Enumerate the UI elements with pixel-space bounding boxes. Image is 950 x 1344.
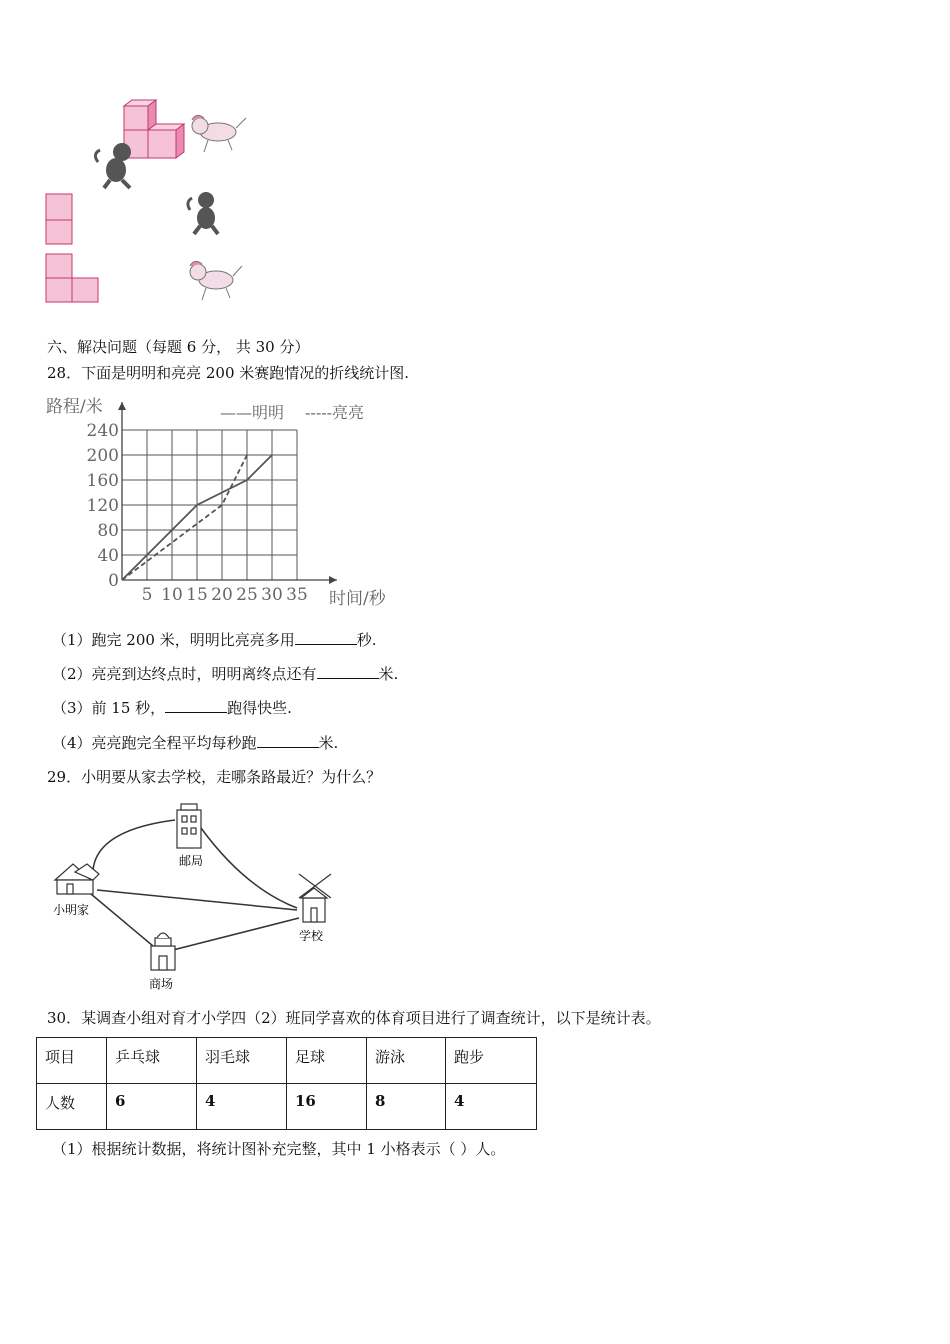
cube-stack-3d (124, 100, 184, 158)
x-tick-label: 10 (161, 585, 183, 605)
cube-figure (40, 92, 270, 307)
line-chart (40, 390, 410, 615)
q28-stem: 28．下面是明明和亮亮 200 米赛跑情况的折线统计图. (47, 364, 410, 382)
label-school: 学校 (299, 929, 324, 943)
house-icon (55, 864, 99, 894)
view-two-stacked (46, 194, 72, 244)
building-icon (177, 804, 201, 848)
q28-sub1 (52, 629, 377, 650)
x-tick-label: 5 (141, 585, 153, 605)
q30-sub1: （1）根据统计数据，将统计图补充完整，其中 1 小格表示（ ）人。 (52, 1140, 506, 1158)
x-tick-label: 35 (286, 585, 308, 605)
y-tick-label: 240 (86, 421, 119, 441)
y-axis-arrow (118, 402, 126, 410)
q28-sub3 (52, 697, 292, 718)
tower-icon (151, 933, 175, 970)
route-home-post (93, 820, 175, 870)
table-cell: 4 (446, 1084, 537, 1130)
y-axis-label: 路程/米 (46, 397, 103, 417)
route-map (45, 798, 345, 993)
label-post: 邮局 (179, 854, 204, 868)
table-cell: 4 (197, 1084, 287, 1130)
y-tick-label: 40 (97, 546, 119, 566)
answer-blank[interactable] (165, 700, 227, 713)
table-cell: 8 (367, 1084, 446, 1130)
table-row (37, 1038, 537, 1084)
table-cell: 游泳 (367, 1038, 446, 1084)
route-post-school (201, 828, 297, 908)
q28-sub2-suffix: 米. (378, 665, 399, 683)
table-cell: 16 (287, 1084, 367, 1130)
x-tick-label: 25 (236, 585, 258, 605)
x-axis-label: 时间/秒 (329, 589, 386, 609)
table-cell: 羽毛球 (197, 1038, 287, 1084)
legend-mingming: ——明明 (220, 403, 285, 422)
y-tick-label: 120 (86, 496, 119, 516)
monkey-icon (188, 192, 218, 234)
label-home: 小明家 (53, 903, 90, 917)
answer-blank[interactable] (257, 735, 319, 748)
table-cell: 跑步 (446, 1038, 537, 1084)
label-mall: 商场 (149, 977, 174, 991)
q28-sub3-prefix: （3）前 15 秒， (52, 699, 166, 717)
q29-stem: 29．小明要从家去学校，走哪条路最近？为什么？ (47, 768, 382, 786)
legend-liangliang: -----亮亮 (305, 403, 365, 422)
q28-sub2 (52, 663, 398, 684)
view-l-shape (46, 254, 98, 302)
dog-icon (190, 261, 242, 300)
table-cell: 6 (107, 1084, 197, 1130)
q28-sub4-suffix: 米. (318, 734, 339, 752)
answer-blank[interactable] (317, 666, 379, 679)
monkey-icon (95, 143, 131, 188)
route-mall-school (173, 918, 299, 950)
table-cell: 足球 (287, 1038, 367, 1084)
q30-stem: 30．某调查小组对育才小学四（2）班同学喜欢的体育项目进行了调查统计，以下是统计表。 (47, 1009, 661, 1027)
x-tick-label: 30 (261, 585, 283, 605)
section-six-title: 六、解决问题（每题 6 分， 共 30 分） (47, 338, 310, 356)
dog-icon (192, 115, 246, 152)
q28-sub1-suffix: 秒. (356, 631, 377, 649)
y-tick-label: 160 (86, 471, 119, 491)
sports-table (36, 1037, 537, 1130)
table-cell: 人数 (37, 1084, 107, 1130)
route-home-mall (91, 894, 153, 946)
x-tick-label: 15 (186, 585, 208, 605)
q28-sub3-suffix: 跑得快些. (227, 699, 292, 717)
y-tick-label: 200 (86, 446, 119, 466)
q28-sub4-prefix: （4）亮亮跑完全程平均每秒跑 (52, 734, 257, 752)
x-axis-arrow (329, 576, 337, 584)
answer-blank[interactable] (295, 632, 357, 645)
table-row (37, 1084, 537, 1130)
table-cell: 项目 (37, 1038, 107, 1084)
q28-sub2-prefix: （2）亮亮到达终点时，明明离终点还有 (52, 665, 317, 683)
table-cell: 乒乓球 (107, 1038, 197, 1084)
x-tick-label: 20 (211, 585, 233, 605)
q28-sub4 (52, 732, 338, 753)
windmill-icon (299, 874, 331, 922)
q28-sub1-prefix: （1）跑完 200 米，明明比亮亮多用 (52, 631, 295, 649)
y-tick-label: 0 (108, 571, 119, 591)
y-tick-label: 80 (97, 521, 119, 541)
